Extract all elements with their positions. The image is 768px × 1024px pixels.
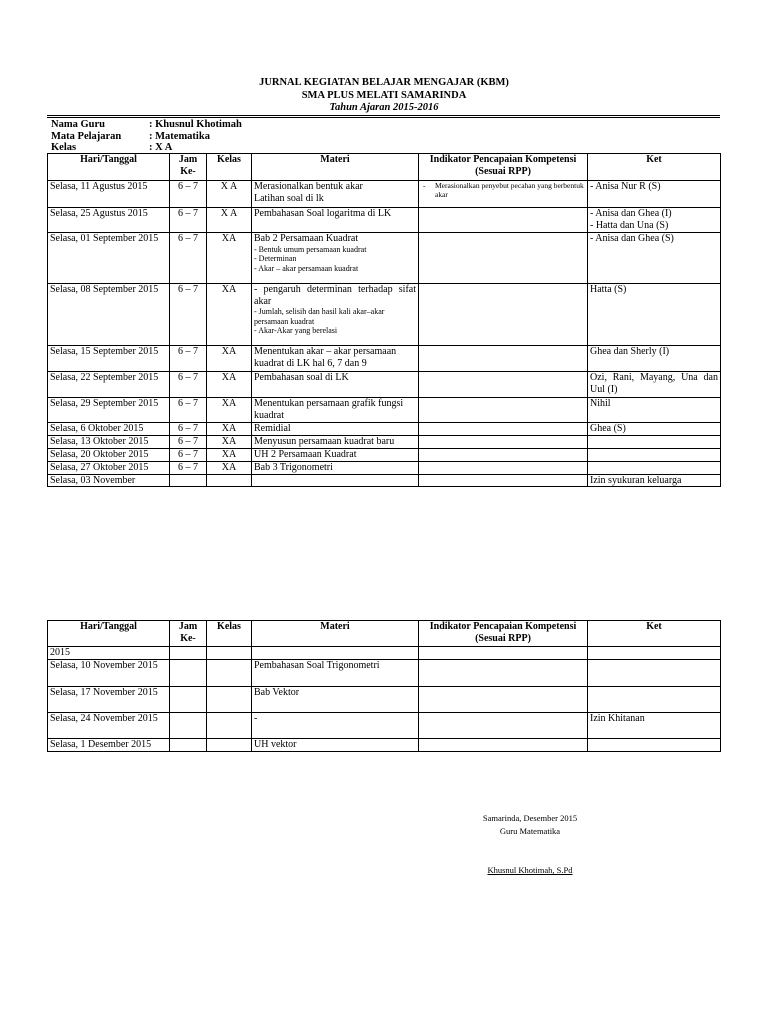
- cell-tanggal: [48, 398, 170, 423]
- cell-kelas: [207, 436, 252, 449]
- cell-materi: [252, 660, 419, 687]
- jam-text: 6 – 7: [178, 346, 198, 357]
- document-title: JURNAL KEGIATAN BELAJAR MENGAJAR (KBM): [259, 77, 509, 88]
- cell-kelas: [207, 713, 252, 739]
- col-hari-header: Hari/Tanggal: [48, 621, 170, 647]
- cell-indikator: [419, 208, 588, 233]
- kelas-text: X A: [220, 208, 238, 219]
- table-row: [48, 449, 721, 462]
- kelas-label: Kelas: [51, 142, 77, 153]
- tanggal-text: Selasa, 01 September 2015: [50, 233, 159, 244]
- header-rule-bottom: [47, 117, 720, 118]
- cell-materi: [252, 449, 419, 462]
- materi-line: Menentukan akar – akar persamaan kuadrat di LK hal 6, 7 dan 9: [254, 346, 397, 369]
- cell-ket: [588, 208, 721, 233]
- cell-kelas: [207, 181, 252, 208]
- ket-line: - Anisa Nur R (S): [590, 181, 661, 192]
- cell-tanggal: [48, 436, 170, 449]
- tanggal-text: Selasa, 25 Agustus 2015: [50, 208, 148, 219]
- materi-line: - Bentuk umum persamaan kuadrat: [254, 244, 367, 254]
- tanggal-text: Selasa, 1 Desember 2015: [50, 739, 152, 750]
- col-indikator-header: Indikator Pencapaian Kompetensi (Sesuai RPP): [419, 621, 588, 647]
- materi-line: -: [254, 713, 258, 724]
- ket-line: Hatta (S): [590, 284, 627, 295]
- table-row: [48, 284, 721, 346]
- materi-line: Menyusun persamaan kuadrat baru: [254, 436, 395, 447]
- cell-jam: [170, 181, 207, 208]
- cell-materi: [252, 398, 419, 423]
- col-jam-header: Jam Ke-: [170, 154, 207, 181]
- materi-line: Remidial: [254, 423, 291, 434]
- tanggal-text: Selasa, 6 Oktober 2015: [50, 423, 144, 434]
- col-hari-header: Hari/Tanggal: [48, 154, 170, 181]
- signature-role: Guru Matematika: [499, 826, 561, 836]
- col-ket-header: Ket: [588, 154, 721, 181]
- cell-jam: [170, 739, 207, 752]
- tanggal-text: Selasa, 27 Oktober 2015: [50, 461, 149, 473]
- cell-kelas: [207, 687, 252, 713]
- cell-materi: [252, 233, 419, 284]
- cell-indikator: [419, 436, 588, 449]
- table-row: [48, 233, 721, 284]
- cell-ket: [588, 181, 721, 208]
- cell-indikator: [419, 449, 588, 462]
- materi-line: Pembahasan Soal Trigonometri: [254, 660, 380, 671]
- materi-line: Pembahasan Soal logaritma di LK: [254, 208, 392, 219]
- table-row: [48, 461, 721, 474]
- cell-ket: [588, 284, 721, 346]
- tanggal-text: Selasa, 24 November 2015: [50, 713, 158, 724]
- cell-jam: [170, 461, 207, 474]
- cell-kelas: [207, 346, 252, 372]
- cell-indikator: [419, 372, 588, 398]
- tanggal-text: Selasa, 10 November 2015: [50, 660, 158, 671]
- cell-tanggal: [48, 181, 170, 208]
- cell-jam: [170, 449, 207, 462]
- mapel-value: : Matematika: [149, 130, 210, 142]
- ket-line: Ozi, Rani, Mayang, Una dan Uul (I): [590, 372, 718, 395]
- cell-ket: [588, 461, 721, 474]
- materi-line: UH 2 Persamaan Kuadrat: [254, 449, 357, 460]
- cell-jam: [170, 346, 207, 372]
- table-row: [48, 346, 721, 372]
- header-rule-top: [47, 115, 720, 116]
- cell-indikator: [419, 423, 588, 436]
- materi-line: Bab Vektor: [254, 687, 300, 698]
- tanggal-text: 2015: [50, 647, 70, 658]
- table-header-row: [48, 154, 721, 181]
- materi-line: - Akar – akar persamaan kuadrat: [254, 263, 359, 273]
- cell-tanggal: [48, 449, 170, 462]
- cell-indikator: [419, 739, 588, 752]
- cell-indikator: [419, 346, 588, 372]
- cell-materi: [252, 423, 419, 436]
- kelas-text: XA: [221, 372, 237, 383]
- cell-ket: [588, 647, 721, 660]
- cell-jam: [170, 208, 207, 233]
- cell-indikator: [419, 660, 588, 687]
- cell-materi: [252, 208, 419, 233]
- table-row: [48, 372, 721, 398]
- cell-materi: [252, 647, 419, 660]
- cell-kelas: [207, 461, 252, 474]
- col-kelas-header: Kelas: [207, 154, 252, 181]
- guru-label: Nama Guru: [51, 119, 105, 130]
- cell-tanggal: [48, 713, 170, 739]
- kelas-text: XA: [221, 461, 237, 473]
- cell-kelas: [207, 398, 252, 423]
- cell-tanggal: [48, 461, 170, 474]
- table-row: [48, 181, 721, 208]
- cell-indikator: [419, 233, 588, 284]
- jam-text: 6 – 7: [178, 449, 198, 460]
- materi-line: - Jumlah, selisih dan hasil kali akar–akar persamaan kuadrat: [254, 307, 385, 326]
- cell-tanggal: [48, 284, 170, 346]
- cell-indikator: [419, 687, 588, 713]
- jam-text: 6 – 7: [178, 208, 198, 219]
- cell-ket: [588, 372, 721, 398]
- cell-tanggal: [48, 474, 170, 487]
- cell-ket: [588, 474, 721, 487]
- cell-jam: [170, 713, 207, 739]
- kelas-text: X A: [220, 181, 238, 192]
- cell-ket: [588, 346, 721, 372]
- tanggal-text: Selasa, 17 November 2015: [50, 687, 158, 698]
- col-ket-header: Ket: [588, 621, 721, 647]
- cell-indikator: [419, 474, 588, 487]
- document-header: [0, 77, 768, 115]
- jam-text: 6 – 7: [178, 233, 198, 244]
- cell-materi: [252, 436, 419, 449]
- tanggal-text: Selasa, 20 Oktober 2015: [50, 449, 149, 460]
- jam-text: 6 – 7: [178, 436, 198, 447]
- materi-line: - Determinan: [254, 254, 297, 263]
- journal-table-1: [47, 153, 721, 487]
- cell-materi: [252, 284, 419, 346]
- cell-ket: [588, 423, 721, 436]
- materi-line: Bab 3 Trigonometri: [254, 461, 333, 473]
- kelas-text: XA: [221, 398, 237, 409]
- cell-jam: [170, 284, 207, 346]
- cell-materi: [252, 461, 419, 474]
- materi-line: Pembahasan soal di LK: [254, 372, 349, 383]
- cell-kelas: [207, 739, 252, 752]
- signature-name: Khusnul Khotimah, S.Pd: [487, 865, 573, 875]
- cell-jam: [170, 436, 207, 449]
- cell-jam: [170, 233, 207, 284]
- table-row: [48, 423, 721, 436]
- cell-jam: [170, 687, 207, 713]
- materi-line: Merasionalkan bentuk akar: [254, 181, 363, 192]
- cell-materi: [252, 372, 419, 398]
- materi-line: Latihan soal di lk: [254, 192, 324, 204]
- signature-place-date: Samarinda, Desember 2015: [482, 813, 578, 823]
- academic-year: Tahun Ajaran 2015-2016: [329, 102, 439, 113]
- jam-text: 6 – 7: [178, 284, 198, 295]
- cell-indikator: [419, 647, 588, 660]
- materi-line: - pengaruh determinan terhadap sifat akar: [254, 284, 416, 307]
- table-row: [48, 739, 721, 752]
- cell-ket: [588, 233, 721, 284]
- cell-materi: [252, 713, 419, 739]
- table-row: [48, 474, 721, 487]
- col-jam-header: Jam Ke-: [170, 621, 207, 647]
- indikator-text: Merasionalkan penyebut pecahan yang berbentuk akar: [435, 181, 584, 199]
- cell-kelas: [207, 423, 252, 436]
- table-row: [48, 398, 721, 423]
- materi-line: - Akar-Akar yang berelasi: [254, 326, 338, 335]
- cell-tanggal: [48, 346, 170, 372]
- cell-indikator: [419, 713, 588, 739]
- indikator-bullet: -: [423, 181, 426, 190]
- ket-line: Izin syukuran keluarga: [590, 474, 682, 486]
- cell-tanggal: [48, 372, 170, 398]
- jam-text: 6 – 7: [178, 372, 198, 383]
- mapel-label: Mata Pelajaran: [51, 130, 122, 142]
- cell-kelas: [207, 233, 252, 284]
- tanggal-text: Selasa, 08 September 2015: [50, 284, 159, 295]
- cell-ket: [588, 713, 721, 739]
- cell-tanggal: [48, 208, 170, 233]
- ket-line: Ghea dan Sherly (I): [590, 346, 670, 357]
- cell-jam: [170, 474, 207, 487]
- tanggal-text: Selasa, 11 Agustus 2015: [50, 181, 148, 192]
- cell-indikator: [419, 398, 588, 423]
- ket-line: - Anisa dan Ghea (I): [590, 208, 672, 219]
- kelas-text: XA: [221, 423, 237, 434]
- cell-tanggal: [48, 660, 170, 687]
- ket-line: Ghea (S): [590, 423, 626, 434]
- col-materi-header: Materi: [252, 621, 419, 647]
- cell-jam: [170, 660, 207, 687]
- ket-line: - Hatta dan Una (S): [590, 219, 669, 231]
- tanggal-text: Selasa, 03 November: [50, 474, 136, 486]
- tanggal-text: Selasa, 22 September 2015: [50, 372, 159, 383]
- journal-table-2: [47, 620, 721, 752]
- jam-text: 6 – 7: [178, 423, 198, 434]
- materi-line: Bab 2 Persamaan Kuadrat: [254, 233, 359, 244]
- tanggal-text: Selasa, 29 September 2015: [50, 398, 159, 409]
- cell-kelas: [207, 208, 252, 233]
- guru-value: : Khusnul Khotimah: [149, 119, 242, 130]
- tanggal-text: Selasa, 15 September 2015: [50, 346, 159, 357]
- cell-ket: [588, 436, 721, 449]
- cell-ket: [588, 398, 721, 423]
- cell-tanggal: [48, 423, 170, 436]
- table-header-row: [48, 621, 721, 647]
- tanggal-text: Selasa, 13 Oktober 2015: [50, 436, 149, 447]
- cell-indikator: [419, 284, 588, 346]
- ket-line: Nihil: [590, 398, 611, 409]
- table-row: [48, 687, 721, 713]
- cell-ket: [588, 687, 721, 713]
- cell-jam: [170, 647, 207, 660]
- signature-block: [440, 812, 620, 877]
- cell-indikator: [419, 461, 588, 474]
- materi-line: UH vektor: [254, 739, 297, 750]
- cell-materi: [252, 181, 419, 208]
- cell-indikator: [419, 181, 588, 208]
- cell-tanggal: [48, 647, 170, 660]
- materi-line: Menentukan persamaan grafik fungsi kuadrat: [254, 398, 404, 421]
- cell-materi: [252, 687, 419, 713]
- cell-kelas: [207, 647, 252, 660]
- ket-line: - Anisa dan Ghea (S): [590, 233, 674, 244]
- jam-text: 6 – 7: [178, 461, 198, 473]
- cell-jam: [170, 372, 207, 398]
- kelas-text: XA: [221, 233, 237, 244]
- cell-jam: [170, 423, 207, 436]
- jam-text: 6 – 7: [178, 181, 198, 192]
- ket-line: Izin Khitanan: [590, 713, 645, 724]
- cell-materi: [252, 474, 419, 487]
- col-indikator-header: Indikator Pencapaian Kompetensi (Sesuai RPP): [419, 154, 588, 181]
- cell-kelas: [207, 474, 252, 487]
- cell-tanggal: [48, 233, 170, 284]
- table-row: [48, 208, 721, 233]
- cell-tanggal: [48, 687, 170, 713]
- cell-kelas: [207, 284, 252, 346]
- kelas-text: XA: [221, 284, 237, 295]
- col-kelas-header: Kelas: [207, 621, 252, 647]
- kelas-text: XA: [221, 436, 237, 447]
- cell-materi: [252, 346, 419, 372]
- table-row: [48, 647, 721, 660]
- cell-materi: [252, 739, 419, 752]
- cell-ket: [588, 449, 721, 462]
- cell-ket: [588, 739, 721, 752]
- kelas-value: : X A: [149, 142, 173, 153]
- cell-jam: [170, 398, 207, 423]
- cell-kelas: [207, 660, 252, 687]
- kelas-text: XA: [221, 449, 237, 460]
- jam-text: 6 – 7: [178, 398, 198, 409]
- cell-kelas: [207, 449, 252, 462]
- school-name: SMA PLUS MELATI SAMARINDA: [301, 89, 467, 101]
- cell-kelas: [207, 372, 252, 398]
- cell-tanggal: [48, 739, 170, 752]
- col-materi-header: Materi: [252, 154, 419, 181]
- table-row: [48, 436, 721, 449]
- kelas-text: XA: [221, 346, 237, 357]
- indikator-item: [421, 181, 585, 199]
- table-row: [48, 713, 721, 739]
- table-row: [48, 660, 721, 687]
- cell-ket: [588, 660, 721, 687]
